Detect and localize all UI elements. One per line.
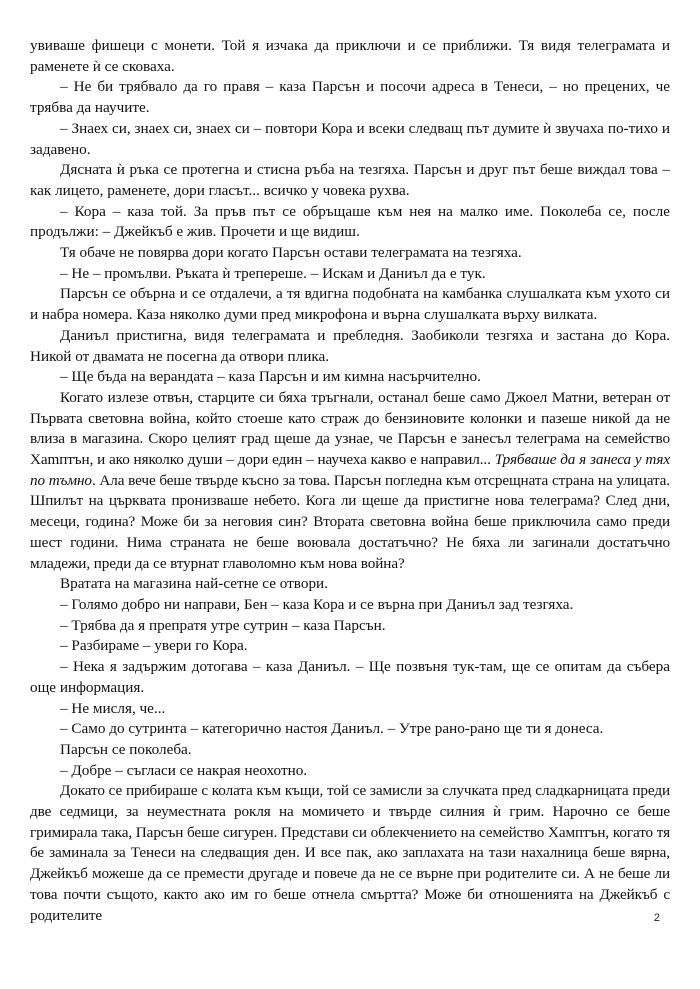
paragraph: – Знаех си, знаех си, знаех си – повтори Кора и всеки следващ път думите ѝ звучаха по-тихо и задавено. bbox=[30, 119, 670, 158]
paragraph: – Ще бъда на верандата – каза Парсън и им кимна насърчително. bbox=[60, 368, 481, 386]
paragraph: – Трябва да я препратя утре сутрин – каза Парсън. bbox=[60, 616, 386, 634]
paragraph: – Добре – съгласи се накрая неохотно. bbox=[60, 761, 308, 779]
paragraph: – Не мисля, че... bbox=[60, 699, 166, 717]
paragraph: увиваше фишеци с монети. Той я изчака да приключи и се приближи. Тя видя телеграмата и раменете ѝ се сковаха. bbox=[30, 37, 670, 75]
paragraph: Тя обаче не повярва дори когато Парсън остави телеграмата на тезгяха. bbox=[60, 244, 522, 262]
paragraph-text: Когато излезе отвън, старците си бяха тръгнали, останал беше само Джоел Матни, ветеран от Първата световна война, който стоеше като страж до бензиновите колонки и пазеше никой да не влиза в магазина. Скоро целият град щеше да узнае, че Парсън е занесъл телеграма на семейство Хamптън, и ако няколко души – дори един – научеха какво е направил... bbox=[30, 388, 670, 469]
paragraph: – Само до сутринта – категорично настоя Даниъл. – Утре рано-рано ще ти я донеса. bbox=[60, 720, 604, 738]
paragraph: Докато се прибираше с колата към къщи, той се замисли за случката пред сладкарницата преди две седмици, за неуместната рокля на момичето и твърде силния ѝ грим. Нарочно се беше гримирала така, Парсън беше сигурен. Представи си облекчението на семейство Хамптън, когато тя бе заминала за Тенеси на следващия ден. И все пак, ако заплахата на тази нахалница беше вярна, Джейкъб можеше да се премести другаде и повече да не се върне при родителите си. А не беше ли това почти същото, както ако им го беше отнела смъртта? Може би отношенията на Джейкъб с родителите bbox=[30, 782, 670, 924]
paragraph: – Нека я задържим дотогава – каза Даниъл. – Ще позвъня тук-там, ще се опитам да събера още информация. bbox=[30, 658, 670, 696]
paragraph: Парсън се поколеба. bbox=[60, 740, 192, 758]
italic-thought: Трябваше да я занеса у тях по тъмно bbox=[30, 451, 670, 489]
paragraph-text: . Ала вече беше твърде късно за това. Парсън погледна към отсрещната страна на улицата. Шпилът на църквата пронизваше небето. Кога ли щеше да пристигне нова телеграма? След дни, месеци, година? Може би за неговия син? Втората световна война беше приключила само преди шест години. Нима страната не беше воювала достатъчно? Не бяха ли загинали достатъчно младежи, преди да се втурнат главоломно към нова война? bbox=[30, 471, 671, 572]
paragraph: – Кора – каза той. За пръв път се обръщаше към нея на малко име. Поколеба се, после продължи: – Джейкъб е жив. Прочети и ще видиш. bbox=[30, 202, 670, 241]
paragraph: – Разбираме – увери го Кора. bbox=[60, 637, 248, 655]
page-number: 2 bbox=[653, 912, 660, 924]
paragraph: Вратата на магазина най-сетне се отвори. bbox=[60, 575, 328, 593]
document-page bbox=[30, 36, 670, 926]
paragraph: Дясната ѝ ръка се протегна и стисна ръба на тезгяха. Парсън и друг път беше виждал това – как лицето, раменете, дори гласът... всичко у човека рухва. bbox=[30, 161, 670, 199]
paragraph: – Не би трябвало да го правя – каза Парсън и посочи адреса в Тенеси, – но прецених, че трябва да научите. bbox=[30, 78, 670, 117]
paragraph: Парсън се обърна и се отдалечи, а тя вдигна подобната на камбанка слушалката към ухото си и набра номера. Каза няколко думи пред микрофона и върна слушалката върху вилката. bbox=[30, 285, 670, 324]
paragraph: – Голямо добро ни направи, Бен – каза Кора и се върна при Даниъл зад тезгяха. bbox=[60, 595, 574, 613]
paragraph: Даниъл пристигна, видя телеграмата и пребледня. Заобиколи тезгяха и застана до Кора. Никой от двамата не посегна да отвори плика. bbox=[30, 326, 670, 365]
paragraph: – Не – промълви. Ръката ѝ трепереше. – Искам и Даниъл да е тук. bbox=[60, 264, 486, 282]
paragraph-with-italic bbox=[30, 388, 670, 574]
